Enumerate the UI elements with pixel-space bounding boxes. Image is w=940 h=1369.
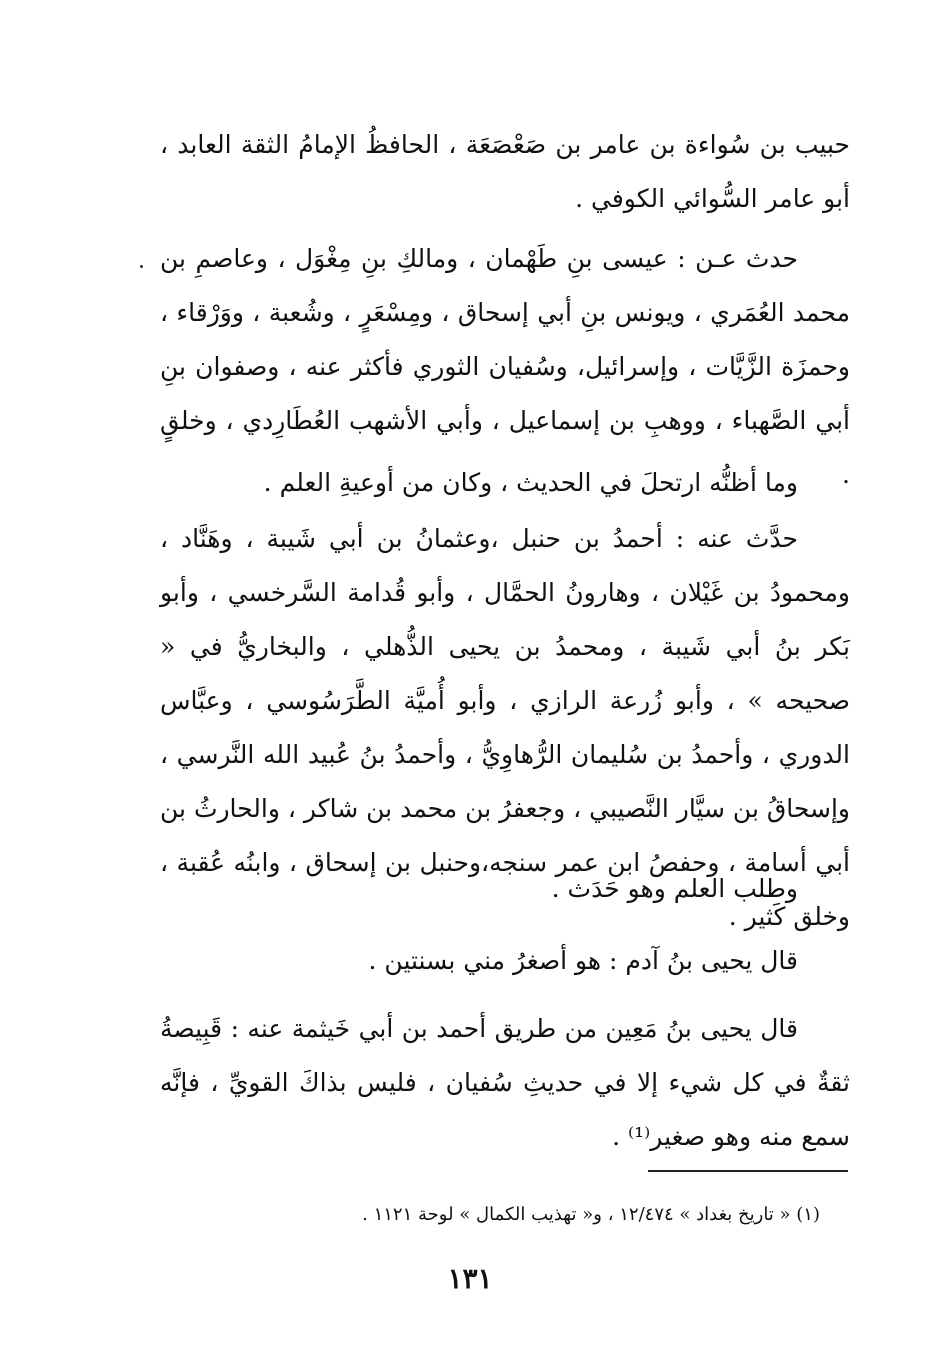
- ibn-main-paragraph: [160, 1002, 850, 1164]
- paragraph-biography-intro: حبيب بن سُواءة بن عامر بن صَعْصَعَة ، الحافظُ الإمامُ الثقة العابد ، أبو عامر السُّوائي الكوفي .: [160, 130, 850, 213]
- paragraph-travel: وما أظنُّه ارتحلَ في الحديث ، وكان من أوعيةِ العلم .: [263, 468, 798, 497]
- youth-paragraph: [160, 862, 850, 916]
- stray-mark: [140, 265, 143, 268]
- page-number: ١٣١: [447, 1262, 493, 1295]
- paragraph-yahya-adam: قال يحيى بنُ آدم : هو أصغرُ مني بسنتين .: [368, 946, 798, 975]
- paragraph-teachers: حدث عـن : عيسى بنِ طَهْمان ، ومالكِ بنِ مِغْوَل ، وعاصمِ بن محمد العُمَري ، ويونس بنِ أبي إسحاق ، ومِسْعَرٍ ، وشُعبة ، ووَرْقاء ، وحمزَة الزَّيَّات ، وإسرائيل، وسُفيان الثوري فأكثر عنه ، وصفوان بنِ أبي الصَّهباء ، ووهبِ بن إسماعيل ، وأبي الأشهب العُطَارِدي ، وخلقٍ .: [160, 244, 850, 489]
- bio-header-paragraph: [160, 118, 850, 226]
- paragraph-youth: وطلب العلم وهو حَدَث .: [551, 874, 798, 903]
- paragraph-students: حدَّث عنه : أحمدُ بن حنبل ،وعثمانُ بن أبي شَيبة ، وهَنَّاد ، ومحمودُ بن غَيْلان ، وهارونُ الحمَّال ، وأبو قُدامة السَّرخسي ، وأبو بَكر بنُ أبي شَيبة ، ومحمدُ بن يحيى الذُّهلي ، والبخاريُّ في « صحيحه » ، وأبو زُرعة الرازي ، وأبو أُميَّة الطَّرَسُوسي ، وعبَّاس الدوري ، وأحمدُ بن سُليمان الرُّهاوِيُّ ، وأحمدُ بنُ عُبيد الله النَّرسي ، وإسحاقُ بن سيَّار النَّصيبي ، وجعفرُ بن محمد بن شاكر ، والحارثُ بن أبي أسامة ، وحفصُ ابن عمر سنجه،وحنبل بن إسحاق ، وابنُه عُقبة ، وخلق كَثير .: [160, 524, 850, 931]
- footnote: (١) « تاريخ بغداد » ١٢/٤٧٤ ، و« تهذيب الكمال » لوحة ١١٢١ .: [362, 1204, 820, 1225]
- paragraph-ibn-main: قال يحيى بنُ مَعِين من طريق أحمد بن أبي خَيثمة عنه : قَبِيصةُ ثقةٌ في كل شيء إلا في حديثِ سُفيان ، فليس بذاكَ القويِّ ، فإنَّه سمع منه وهو صغير⁽¹⁾ .: [160, 1014, 850, 1151]
- yahya-adam-paragraph: [160, 934, 850, 988]
- travel-paragraph: [160, 456, 850, 510]
- footnote-separator: [648, 1170, 848, 1172]
